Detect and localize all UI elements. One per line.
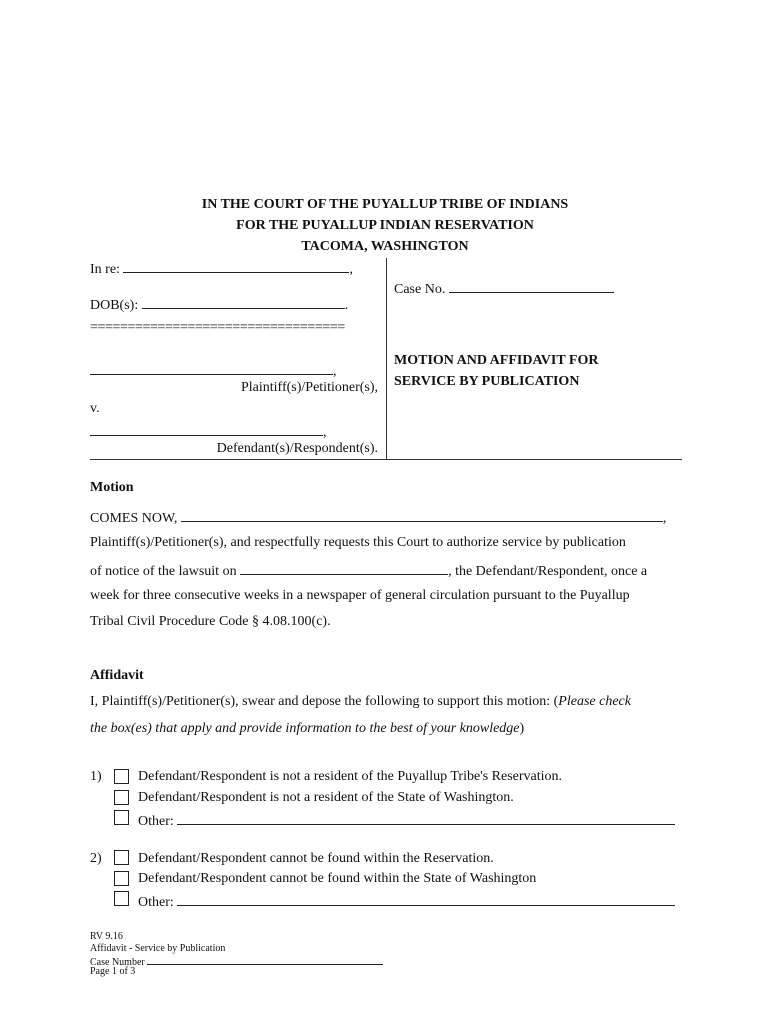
affidavit-instruction-text: Please check <box>558 694 631 709</box>
in-re-label: In re: <box>90 262 120 277</box>
affidavit-intro-text: I, Plaintiff(s)/Petitioner(s), swear and depose the following to support this motion: ( <box>90 694 559 709</box>
footer-form-name: Affidavit - Service by Publication <box>90 943 226 954</box>
in-re-comma: , <box>349 262 353 277</box>
case-number-row <box>394 279 614 298</box>
affidavit-intro-close: ) <box>519 721 525 736</box>
affidavit-instruction-text-cont: the box(es) that apply and provide information to the best of your knowledge <box>90 721 520 736</box>
dob-period: . <box>344 298 349 313</box>
defendant-comma: , <box>323 425 327 440</box>
versus-label: v. <box>90 401 100 416</box>
item-2-option-2-label: Defendant/Respondent cannot be found within the State of Washington <box>138 871 537 886</box>
court-name-line-2: FOR THE PUYALLUP INDIAN RESERVATION <box>236 218 534 233</box>
item-2-other-row <box>138 892 675 911</box>
footer-case-number-field[interactable] <box>147 955 383 965</box>
lawsuit-notice-text: of notice of the lawsuit on <box>90 564 237 579</box>
item-2-other-field[interactable] <box>177 892 675 906</box>
item-1-other-field[interactable] <box>177 811 675 825</box>
comes-now-label: COMES NOW, <box>90 511 178 526</box>
plaintiff-comma: , <box>333 364 337 379</box>
motion-line-5: Tribal Civil Procedure Code § 4.08.100(c). <box>90 614 331 629</box>
plaintiff-label: Plaintiff(s)/Petitioner(s), <box>241 380 378 395</box>
item-2-other-label: Other: <box>138 895 174 910</box>
defendant-label: Defendant(s)/Respondent(s). <box>216 441 378 456</box>
item-1-other-row <box>138 811 675 830</box>
item-1-other-label: Other: <box>138 814 174 829</box>
motion-line-2: Plaintiff(s)/Petitioner(s), and respectfully requests this Court to authorize service by publication <box>90 535 626 550</box>
dob-row <box>90 295 348 314</box>
item-1-option-2-checkbox[interactable] <box>114 790 129 805</box>
motion-line-3 <box>90 561 647 580</box>
caption-separator: ================================== <box>90 320 345 335</box>
item-1-other-checkbox[interactable] <box>114 810 129 825</box>
item-2-option-2-checkbox[interactable] <box>114 871 129 886</box>
dob-field[interactable] <box>142 295 345 309</box>
item-2-other-checkbox[interactable] <box>114 891 129 906</box>
caption-horizontal-divider <box>90 459 682 460</box>
footer-form-code: RV 9.16 <box>90 931 123 942</box>
plaintiff-name-field[interactable] <box>90 361 333 375</box>
footer-page-number: Page 1 of 3 <box>90 966 136 977</box>
court-location: TACOMA, WASHINGTON <box>301 239 469 254</box>
item-2-option-1-label: Defendant/Respondent cannot be found within the Reservation. <box>138 851 494 866</box>
dob-label: DOB(s): <box>90 298 139 313</box>
item-1-number: 1) <box>90 769 102 784</box>
caption-vertical-divider <box>386 258 387 460</box>
affidavit-heading: Affidavit <box>90 668 144 683</box>
item-1-option-1-label: Defendant/Respondent is not a resident of the Puyallup Tribe's Reservation. <box>138 769 563 784</box>
footer-case-number-label: Case Number <box>90 957 145 968</box>
document-title-line-2: SERVICE BY PUBLICATION <box>394 374 580 389</box>
in-re-row <box>90 259 353 278</box>
in-re-field[interactable] <box>123 259 349 273</box>
defendant-row <box>90 422 327 441</box>
motion-line-1 <box>90 508 666 527</box>
affidavit-intro-line-2 <box>90 721 524 737</box>
plaintiff-row <box>90 361 337 380</box>
court-name-line-1: IN THE COURT OF THE PUYALLUP TRIBE OF INDIANS <box>201 197 569 212</box>
defendant-notice-field[interactable] <box>240 561 448 575</box>
motion-line-4: week for three consecutive weeks in a newspaper of general circulation pursuant to the Puyallup <box>90 588 630 603</box>
affidavit-intro-line-1 <box>90 694 631 710</box>
defendant-name-field[interactable] <box>90 422 323 436</box>
comes-now-name-field[interactable] <box>181 508 663 522</box>
item-1-option-2-label: Defendant/Respondent is not a resident of the State of Washington. <box>138 790 514 805</box>
document-title-line-1: MOTION AND AFFIDAVIT FOR <box>394 353 599 368</box>
case-number-field[interactable] <box>449 279 614 293</box>
case-number-label: Case No. <box>394 282 446 297</box>
item-2-number: 2) <box>90 851 102 866</box>
item-2-option-1-checkbox[interactable] <box>114 850 129 865</box>
lawsuit-notice-end-text: , the Defendant/Respondent, once a <box>448 564 648 579</box>
item-1-option-1-checkbox[interactable] <box>114 769 129 784</box>
motion-heading: Motion <box>90 480 134 495</box>
comes-now-comma: , <box>662 511 667 526</box>
